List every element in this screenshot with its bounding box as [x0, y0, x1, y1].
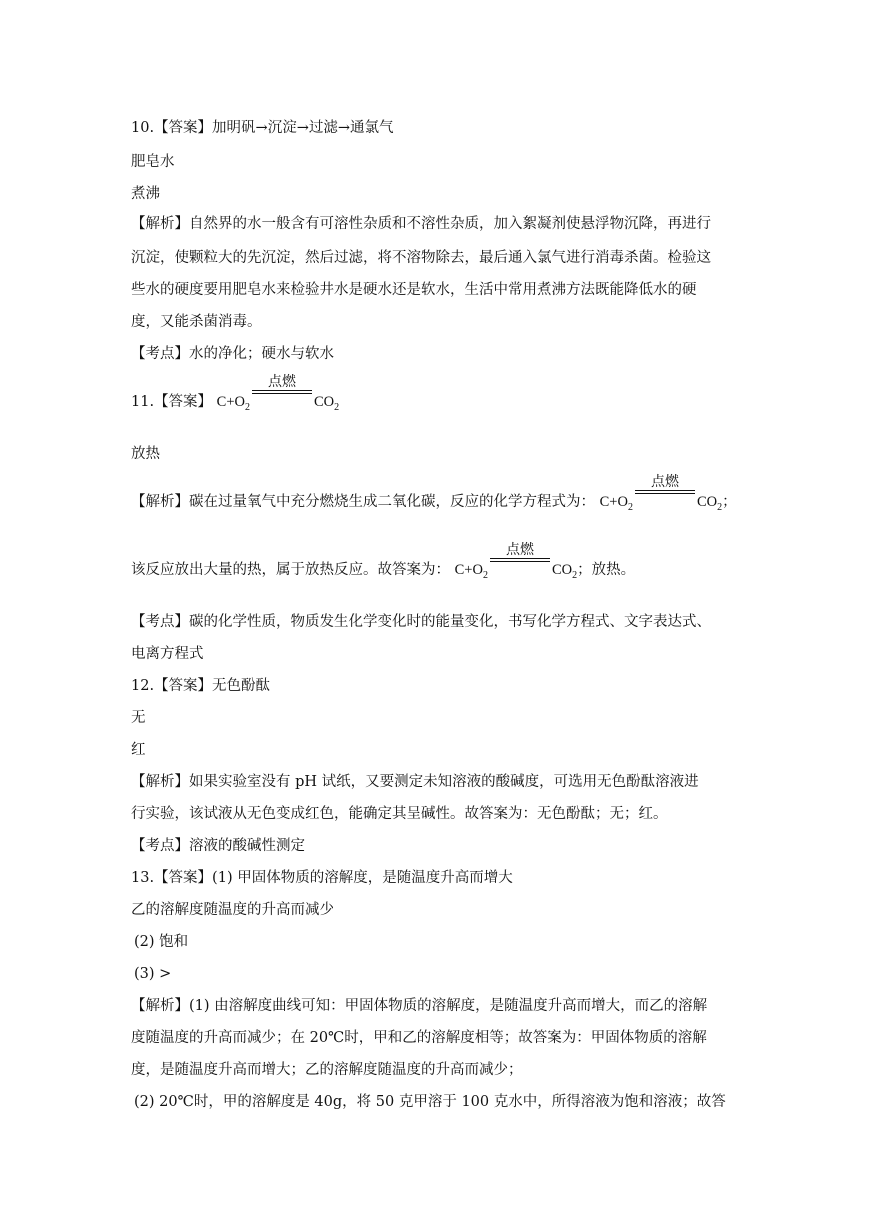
q10-answer: 10.【答案】加明矾→沉淀→过滤→通氯气 — [131, 120, 394, 136]
eq-c: C — [454, 562, 465, 578]
q13-analysis-4: (2) 20℃时，甲的溶解度是 40g，将 50 克甲溶于 100 克水中，所得溶液为饱和溶液；故答 — [134, 1094, 726, 1110]
eq-plus: + — [609, 494, 618, 510]
q12-analysis-1: 【解析】如果实验室没有 pH 试纸，又要测定未知溶液的酸碱度，可选用无色酚酞溶液进 — [131, 774, 699, 790]
eq-condition: 点燃 — [268, 374, 297, 390]
q11-answer — [131, 374, 340, 414]
q11-analysis-1-end: ； — [722, 494, 737, 510]
eq-co-sub: 2 — [572, 570, 578, 581]
eq-c: C — [216, 394, 227, 410]
eq-o-sub: 2 — [627, 502, 633, 513]
q10-analysis-1: 【解析】自然界的水一般含有可溶性杂质和不溶性杂质，加入絮凝剂使悬浮物沉降，再进行 — [131, 216, 711, 232]
eq-co: CO — [696, 494, 718, 510]
q13-answer-2: 乙的溶解度随温度的升高而减少 — [131, 902, 334, 918]
q13-analysis-2: 度随温度的升高而减少；在 20℃时，甲和乙的溶解度相等；故答案为：甲固体物质的溶解 — [131, 1030, 707, 1046]
q11-analysis-1-text: 【解析】碳在过量氧气中充分燃烧生成二氧化碳，反应的化学方程式为： — [131, 494, 595, 510]
q12-topic: 【考点】溶液的酸碱性测定 — [131, 838, 305, 854]
eq-o-sub: 2 — [482, 570, 488, 581]
q12-answer: 12.【答案】无色酚酞 — [131, 678, 271, 694]
eq-condition: 点燃 — [505, 542, 534, 558]
eq-condition: 点燃 — [650, 474, 679, 490]
q10-analysis-2: 沉淀，使颗粒大的先沉淀，然后过滤，将不溶物除去，最后通入氯气进行消毒杀菌。检验这 — [131, 250, 711, 266]
chemical-equation — [599, 474, 723, 514]
q10-answer-3: 煮沸 — [131, 186, 160, 202]
reaction-arrow — [252, 374, 312, 406]
q11-answer-prefix: 11.【答案】 — [131, 394, 213, 410]
q12-answer-2: 无 — [131, 710, 146, 726]
eq-co: CO — [314, 394, 335, 410]
q13-analysis-3: 度，是随温度升高而增大；乙的溶解度随温度的升高而减少； — [131, 1062, 523, 1078]
q11-analysis-2-end: ；放热。 — [577, 562, 636, 578]
eq-plus: + — [226, 394, 235, 410]
q12-analysis-2: 行实验，该试液从无色变成红色，能确定其呈碱性。故答案为：无色酚酞；无；红。 — [131, 806, 668, 822]
q10-analysis-4: 度，又能杀菌消毒。 — [131, 314, 262, 330]
q13-analysis-1: 【解析】(1) 由溶解度曲线可知：甲固体物质的溶解度，是随温度升高而增大，而乙的溶解 — [131, 998, 708, 1014]
q13-answer-3: (2) 饱和 — [134, 934, 189, 950]
q11-topic-1: 【考点】碳的化学性质，物质发生化学变化时的能量变化，书写化学方程式、文字表达式、 — [131, 614, 711, 630]
eq-o: O — [234, 394, 246, 410]
eq-co: CO — [551, 562, 573, 578]
eq-co-sub: 2 — [334, 402, 340, 413]
q11-answer-2: 放热 — [131, 446, 160, 462]
q11-analysis-1 — [131, 474, 737, 514]
eq-o: O — [472, 562, 483, 578]
q10-topic: 【考点】水的净化；硬水与软水 — [131, 346, 334, 362]
eq-o-sub: 2 — [245, 402, 251, 413]
reaction-arrow — [490, 542, 550, 574]
eq-c: C — [599, 494, 610, 510]
q12-answer-3: 红 — [131, 742, 146, 758]
eq-o: O — [617, 494, 628, 510]
q11-analysis-2-text: 该反应放出大量的热，属于放热反应。故答案为： — [131, 562, 450, 578]
q10-analysis-3: 些水的硬度要用肥皂水来检验井水是硬水还是软水，生活中常用煮沸方法既能降低水的硬 — [131, 282, 697, 298]
q13-answer: 13.【答案】(1) 甲固体物质的溶解度，是随温度升高而增大 — [131, 870, 513, 886]
eq-co-sub: 2 — [717, 502, 723, 513]
q13-answer-4: (3) > — [134, 966, 172, 982]
chemical-equation — [454, 542, 578, 582]
q11-analysis-2 — [131, 542, 636, 582]
q11-topic-2: 电离方程式 — [131, 646, 204, 662]
reaction-arrow — [635, 474, 695, 506]
eq-plus: + — [464, 562, 473, 578]
q10-answer-2: 肥皂水 — [131, 154, 175, 170]
chemical-equation — [216, 374, 340, 414]
